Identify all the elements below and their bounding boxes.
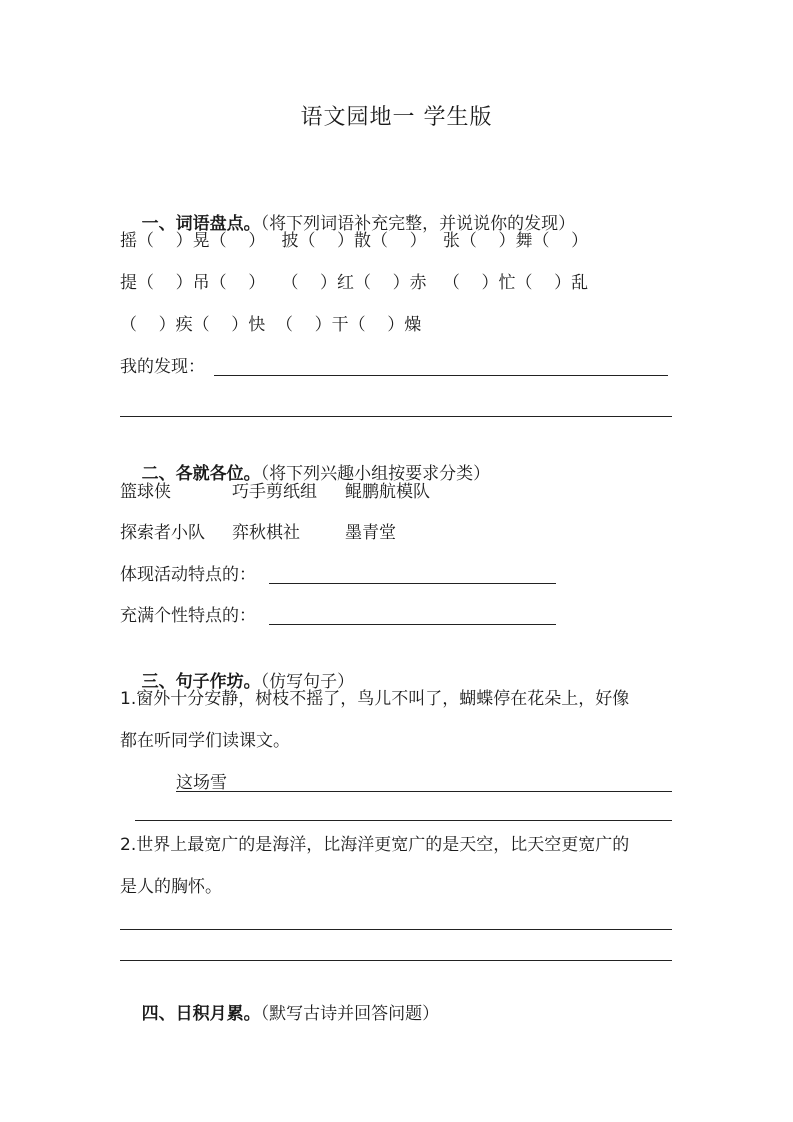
section3-heading: 三、句子作坊。: [141, 672, 261, 692]
section1-note: （将下列词语补充完整，并说说你的发现）: [260, 214, 576, 234]
section1-row1: 摇（ ）晃（ ） 披（ ）散（ ） 张（ ）舞（ ）: [120, 231, 589, 251]
section4-note: （默写古诗并回答问题）: [260, 1004, 440, 1024]
sentence1-line2: 都在听同学们读课文。: [120, 731, 290, 751]
section2-note: （将下列兴趣小组按要求分类）: [260, 464, 491, 484]
discovery-label: 我的发现：: [120, 357, 205, 377]
sentence2-line2: 是人的胸怀。: [120, 877, 222, 897]
group-item: 墨青堂: [345, 523, 396, 543]
sentence2-line1: 2.世界上最宽广的是海洋，比海洋更宽广的是天空，比天空更宽广的: [120, 835, 630, 855]
activity-answer-line[interactable]: [269, 583, 556, 584]
section2-heading: 二、各就各位。: [141, 464, 261, 484]
group-item: 探索者小队: [120, 523, 205, 543]
discovery-answer-line-2[interactable]: [120, 416, 672, 417]
section3-note: （仿写句子）: [260, 672, 355, 692]
imitation-answer-line-2[interactable]: [135, 820, 672, 821]
section1-row2: 提（ ）吊（ ） （ ）红（ ）赤 （ ）忙（ ）乱: [120, 273, 589, 293]
activity-label: 体现活动特点的：: [120, 565, 256, 585]
section4-header: [120, 978, 439, 1050]
personality-answer-line[interactable]: [269, 624, 556, 625]
section4-heading: 四、日积月累。: [141, 1004, 261, 1024]
group-item: 弈秋棋社: [232, 523, 300, 543]
imitation-answer-line-1[interactable]: [176, 791, 672, 792]
imitation2-answer-line-2[interactable]: [120, 960, 672, 961]
section1-row3: （ ）疾（ ）快 （ ）干（ ）燥: [120, 315, 422, 335]
imitation-prompt: 这场雪: [176, 773, 227, 793]
group-item: 巧手剪纸组: [232, 482, 317, 502]
sentence1-line1: 1.窗外十分安静，树枝不摇了，鸟儿不叫了，蝴蝶停在花朵上，好像: [120, 689, 630, 709]
group-item: 鲲鹏航模队: [345, 482, 430, 502]
group-item: 篮球侠: [120, 482, 171, 502]
page-title: 语文园地一 学生版: [300, 105, 493, 130]
imitation2-answer-line-1[interactable]: [120, 929, 672, 930]
section1-heading: 一、词语盘点。: [141, 214, 261, 234]
discovery-answer-line-1[interactable]: [214, 375, 668, 376]
personality-label: 充满个性特点的：: [120, 606, 256, 626]
